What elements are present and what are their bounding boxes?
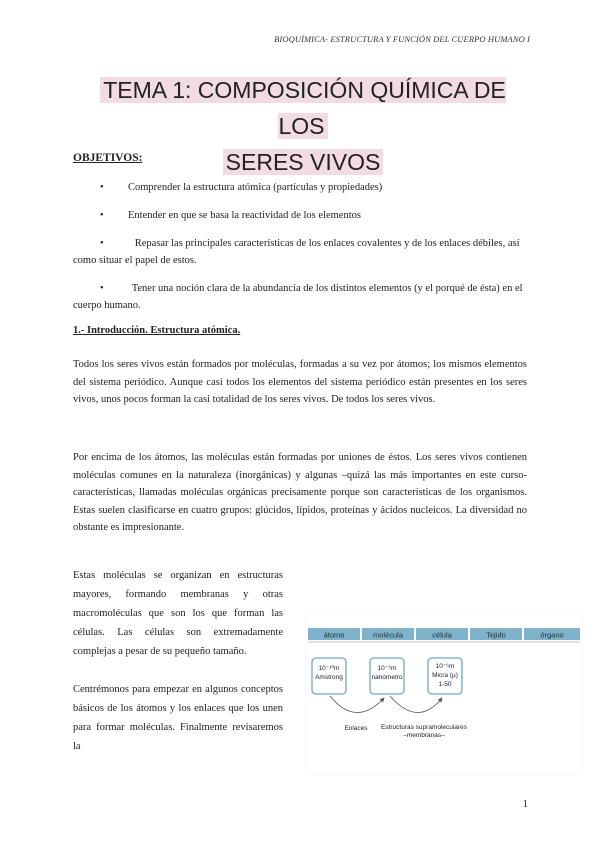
size-box [428, 658, 462, 694]
objective-item [73, 179, 527, 196]
page-number: 1 [522, 798, 528, 810]
caption-right-sub: –membranas– [403, 732, 445, 739]
scale-label: célula [432, 630, 452, 640]
scale-bar [308, 628, 580, 642]
paragraph: Por encima de los átomos, las moléculas están formadas por uniones de éstos. Los seres vivos contienen moléculas comunes en la naturaleza (inorgánicas) y algunas –quizá las más importantes en este curso- características, llamadas moléculas orgánicas precisamente porque son características de los organismos. Estas suelen clasificarse en cuatro grupos: glúcidos, lípidos, proteínas y ácidos nucleicos. La diversidad no obstante es impresionante. [73, 452, 527, 533]
svg-text:Micra (µ): Micra (µ) [432, 672, 458, 679]
paragraph: Centrémonos para empezar en algunos conceptos básicos de los átomos y los enlaces que los unen para formar moléculas. Finalmente revisaremos la [73, 684, 283, 752]
svg-text:10⁻¹⁰m: 10⁻¹⁰m [318, 665, 340, 672]
scale-label: órgano [540, 630, 564, 640]
scale-label: átomo [323, 630, 345, 640]
caption-left: Enlaces [344, 725, 368, 732]
size-box [312, 658, 346, 694]
bullet-icon: • [100, 210, 104, 221]
svg-text:10⁻⁶m: 10⁻⁶m [435, 663, 455, 670]
bullet-icon: • [100, 182, 104, 193]
scale-diagram [306, 612, 582, 774]
scale-label: Tejido [486, 630, 506, 640]
arrow-icon [330, 696, 384, 713]
svg-text:10⁻⁹m: 10⁻⁹m [377, 665, 397, 672]
scale-label: molécula [372, 630, 404, 640]
running-header: BIOQUÍMICA- ESTRUCTURA Y FUNCIÓN DEL CUERPO HUMANO I [274, 34, 530, 44]
arrow-icon [390, 696, 442, 713]
bullet-icon: • [100, 238, 104, 249]
objectives-heading: OBJETIVOS: [73, 152, 143, 164]
title-line-1: TEMA 1: COMPOSICIÓN QUÍMICA DE LOS [100, 77, 506, 139]
objective-text: Entender en que se basa la reactividad de los elementos [128, 210, 361, 221]
objective-text: Comprender la estructura atómica (partículas y propiedades) [128, 182, 383, 193]
objective-text: • Repasar las principales características de los enlaces covalentes y de los enlaces débiles, así como situar el papel de estos. [73, 238, 520, 266]
paragraph: Todos los seres vivos están formados por moléculas, formadas a su vez por átomos; los mismos elementos del sistema periódico. Aunque casi todos los elementos del sistema periódico están presentes en los seres vivos, unos pocos forman la casi totalidad de los seres vivos. De todos los seres vivos. [73, 359, 527, 405]
objective-item [73, 235, 527, 269]
svg-text:Amstrong: Amstrong [315, 674, 343, 681]
svg-text:1-50: 1-50 [438, 681, 452, 688]
objective-item [73, 207, 527, 224]
svg-text:nanómetro: nanómetro [371, 674, 403, 681]
bullet-icon: • [100, 283, 104, 294]
title-line-2: SERES VIVOS [223, 149, 384, 175]
paragraph: Estas moléculas se organizan en estructuras mayores, formando membranas y otras macromoléculas que son los que forman las células. Las células son extremadamente complejas a pesar de su pequeño tamaño. [73, 570, 283, 657]
caption-right: Estructuras supramoleculares [381, 724, 467, 731]
objective-text: • Tener una noción clara de la abundancia de los distintos elementos (y el porqué de ésta) en el cuerpo humano. [73, 283, 523, 311]
size-box [370, 658, 404, 694]
section-title: 1.- Introducción. Estructura atómica. [73, 325, 241, 336]
objective-item [73, 280, 527, 314]
